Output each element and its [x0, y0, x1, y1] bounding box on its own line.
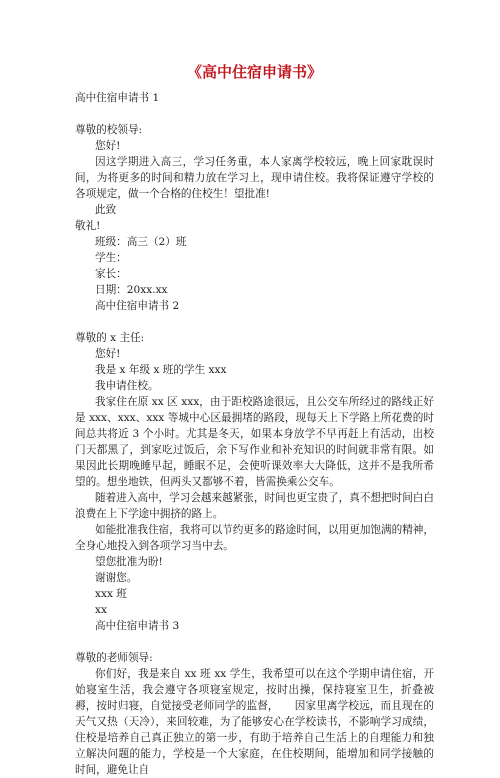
letter2-para3: 如能批准我住宿，我将可以节约更多的路途时间，以用更加饱满的精神，全身心地投入到各项学习当中去。 [75, 524, 434, 552]
letter3-salutation: 尊敬的老师领导: [75, 652, 153, 664]
letter1-heading: 高中住宿申请书 1 [75, 92, 160, 104]
letter2-request: 我申请住校。 [95, 380, 159, 392]
letter2-para2: 随着进入高中，学习会越来越紧张，时间也更宝贵了，真不想把时间白白浪费在上下学途中拥挤的路上。 [75, 492, 434, 520]
letter2-para1: 我家住在原 xx 区 xxx，由于距校路途很远，且公交车所经过的路线正好是 xxx、xxx、xxx 等城中心区最拥堵的路段，现每天上下学路上所花费的时间总共将近 3 个小时。尤其是冬天，如果本身放学不早再赶上有活动，出校门天都黑了，到家吃过饭后，余下写作业和补充知识的时间就非常有限。如果因此长期晚睡早起，睡眠不足，会使听课效率大大降低，这并不是我所希望的。想坐地铁，但两头又都够不着，皆需换乘公交车。 [75, 396, 434, 488]
letter1-body: 因这学期进入高三，学习任务重，本人家离学校较远，晚上回家耽误时间，为将更多的时间和精力放在学习上，现申请住校。我将保证遵守学校的各项规定，做一个合格的住校生！望批准! [75, 156, 434, 200]
letter3-para1: 你们好，我是来自 xx 班 xx 学生，我希望可以在这个学期申请住宿，开始寝室生活，我会遵守各项寝室规定，按时出操，保持寝室卫生，折叠被褥，按时归寝，自觉接受老师同学的监督， 因家里离学校远，而且现在的天气又热（天冷），来回较难，为了能够安心在学校读书，不影响学习成绩，住校是培养自己真正独立的第一步，有助于培养自己生活上的自理能力和独立解决问题的能力，学校是一个大家庭，在住校期间，能增加和同学接触的时间，避免让自 [75, 668, 434, 776]
letter2-heading: 高中住宿申请书 2 [95, 300, 180, 312]
letter2-thanks: 谢谢您。 [95, 572, 138, 584]
letter1-class-line: 班级：高三（2）班 [95, 236, 187, 248]
letter2-class-sign: xxx 班 [95, 588, 127, 600]
letter1-student-line: 学生： [95, 252, 127, 264]
letter1-date-line: 日期：20xx.xx [95, 284, 168, 296]
letter3-heading: 高中住宿申请书 3 [95, 620, 180, 632]
document-title: 《高中住宿申请书》 [186, 63, 322, 81]
letter1-closing2: 敬礼! [75, 220, 101, 232]
letter1-closing1: 此致 [95, 204, 117, 216]
letter2-greeting: 您好! [95, 348, 121, 360]
letter1-greeting: 您好! [95, 140, 121, 152]
letter2-name-sign: xx [95, 604, 107, 616]
letter2-hope: 望您批准为盼! [95, 556, 163, 568]
letter1-salutation: 尊敬的校领导: [75, 124, 143, 136]
letter2-salutation: 尊敬的 x 主任: [75, 332, 145, 344]
letter2-intro: 我是 x 年级 x 班的学生 xxx [95, 364, 227, 376]
letter1-parent-line: 家长： [95, 268, 127, 280]
